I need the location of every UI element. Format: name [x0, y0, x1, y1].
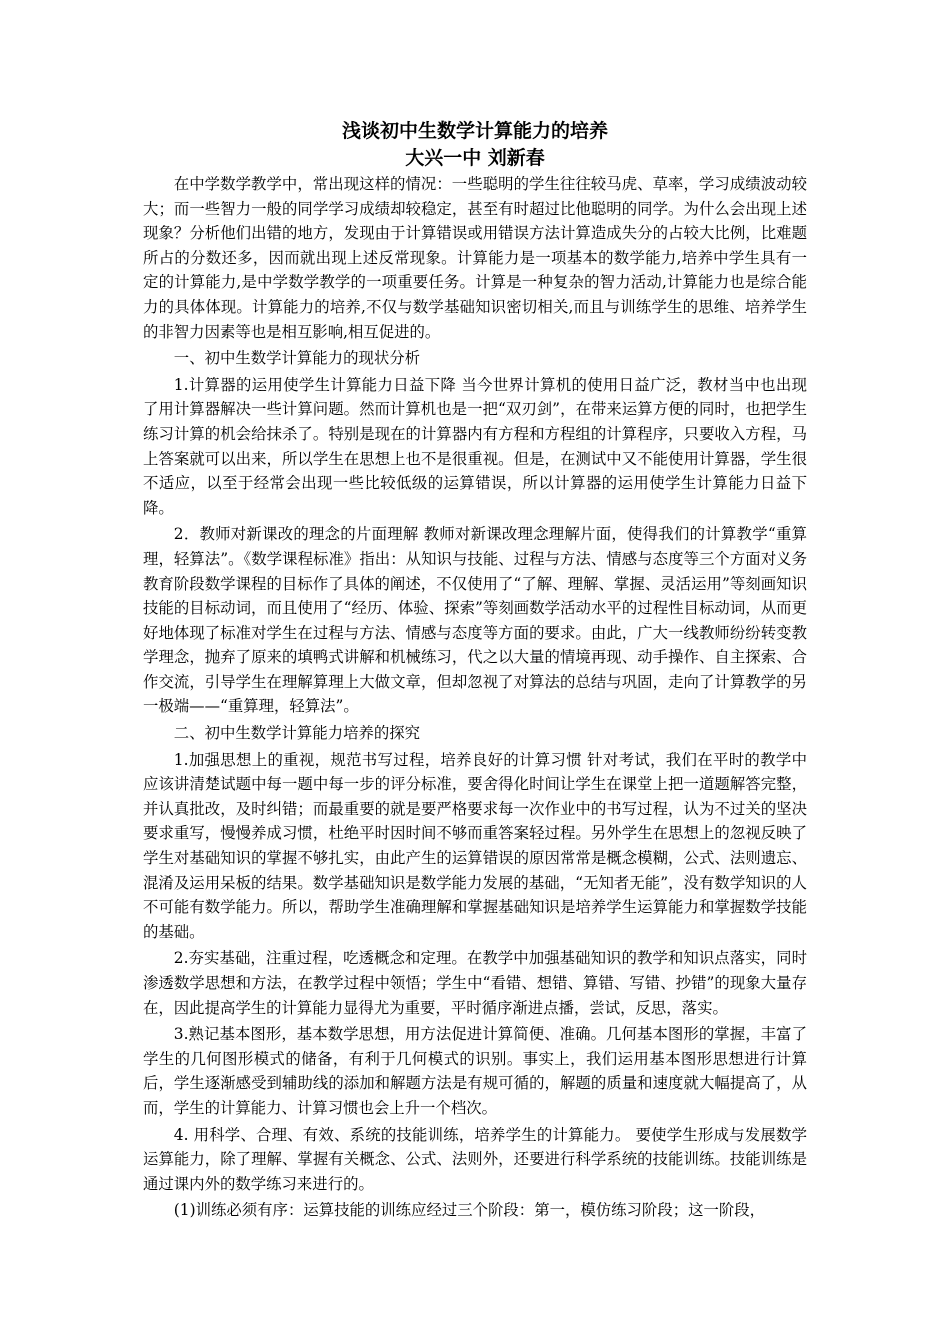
section-heading-1: 一、初中生数学计算能力的现状分析 — [173, 349, 421, 368]
paragraph-training: 4. 用科学、合理、有效、系统的技能训练，培养学生的计算能力。 要使学生形成与发展数学运算能力，除了理解、掌握有关概念、公式、法则外，还要进行科学系统的技能训练。技能训练是通过课内外的数学练习来进行的。 — [143, 1125, 807, 1193]
paragraph-figures: 3.熟记基本图形，基本数学思想，用方法促进计算简便、准确。几何基本图形的掌握，丰富了学生的几何图形模式的储备，有利于几何模式的识别。事实上，我们运用基本图形思想进行计算后，学生逐渐感受到辅助线的添加和解题方法是有规可循的，解题的质量和速度就大幅提高了，从而，学生的计算能力、计算习惯也会上升一个档次。 — [143, 1025, 807, 1117]
section-heading-2: 二、初中生数学计算能力培养的探究 — [173, 724, 421, 743]
paragraph-curriculum: 2．教师对新课改的理念的片面理解 教师对新课改理念理解片面，使得我们的计算教学“重算理，轻算法”。《数学课程标准》指出：从知识与技能、过程与方法、情感与态度等三个方面对义务教育阶段数学课程的目标作了具体的阐述，不仅使用了“了解、理解、掌握、灵活运用”等刻画知识技能的目标动词，而且使用了“经历、体验、探索”等刻画数学活动水平的过程性目标动词，从而更好地体现了标准对学生在过程与方法、情感与态度等方面的要求。由此，广大一线教师纷纷转变教学理念，抛弃了原来的填鸭式讲解和机械练习，代之以大量的情境再现、动手操作、自主探索、合作交流，引导学生在理解算理上大做文章，但却忽视了对算法的总结与巩固，走向了计算教学的另一极端——“重算理，轻算法”。 — [143, 525, 807, 716]
intro-paragraph: 在中学数学教学中，常出现这样的情况：一些聪明的学生往往较马虎、草率，学习成绩波动较大；而一些智力一般的同学学习成绩却较稳定，甚至有时超过比他聪明的同学。为什么会出现上述现象？分析他们出错的地方，发现由于计算错误或用错误方法计算造成失分的占较大比例，比难题所占的分数还多，因而就出现上述反常现象。计算能力是一项基本的数学能力,培养中学生具有一定的计算能力,是中学数学教学的一项重要任务。计算是一种复杂的智力活动,计算能力也是综合能力的具体体现。计算能力的培养,不仅与数学基础知识密切相关,而且与训练学生的思维、培养学生的非智力因素等也是相互影响,相互促进的。 — [143, 175, 807, 341]
document-title: 浅谈初中生数学计算能力的培养 — [341, 120, 608, 142]
paragraph-basics: 2.夯实基础，注重过程，吃透概念和定理。在教学中加强基础知识的教学和知识点落实，同时渗透数学思想和方法，在教学过程中领悟；学生中“看错、想错、算错、写错、抄错”的现象大量存在，因此提高学生的计算能力显得尤为重要，平时循序渐进点播，尝试，反思，落实。 — [143, 949, 807, 1017]
paragraph-habits: 1.加强思想上的重视，规范书写过程，培养良好的计算习惯 针对考试，我们在平时的教学中应该讲清楚试题中每一题中每一步的评分标准，要舍得化时间让学生在课堂上把一道题解答完整，并认真批改，及时纠错；而最重要的就是要严格要求每一次作业中的书写过程，认为不过关的坚决要求重写，慢慢养成习惯，杜绝平时因时间不够而重答案轻过程。另外学生在思想上的忽视反映了学生对基础知识的掌握不够扎实，由此产生的运算错误的原因常常是概念模糊，公式、法则遗忘、混淆及运用呆板的结果。数学基础知识是数学能力发展的基础，“无知者无能”，没有数学知识的人不可能有数学能力。所以，帮助学生准确理解和掌握基础知识是培养学生运算能力和掌握数学技能的基础。 — [143, 750, 807, 941]
paragraph-training-order: (1)训练必须有序：运算技能的训练应经过三个阶段：第一，模仿练习阶段；这一阶段， — [173, 1201, 766, 1220]
document-page — [143, 118, 807, 1225]
paragraph-calculator: 1.计算器的运用使学生计算能力日益下降 当今世界计算机的使用日益广泛，教材当中也出现了用计算器解决一些计算问题。然而计算机也是一把“双刃剑”，在带来运算方便的同时，也把学生练习计算的机会给抹杀了。特别是现在的计算器内有方程和方程组的计算程序，只要收入方程，马上答案就可以出来，所以学生在思想上也不是很重视。但是，在测试中又不能使用计算器，学生很不适应，以至于经常会出现一些比较低级的运算错误，所以计算器的运用使学生计算能力日益下降。 — [143, 375, 807, 517]
author-line: 大兴一中 刘新春 — [405, 147, 545, 169]
